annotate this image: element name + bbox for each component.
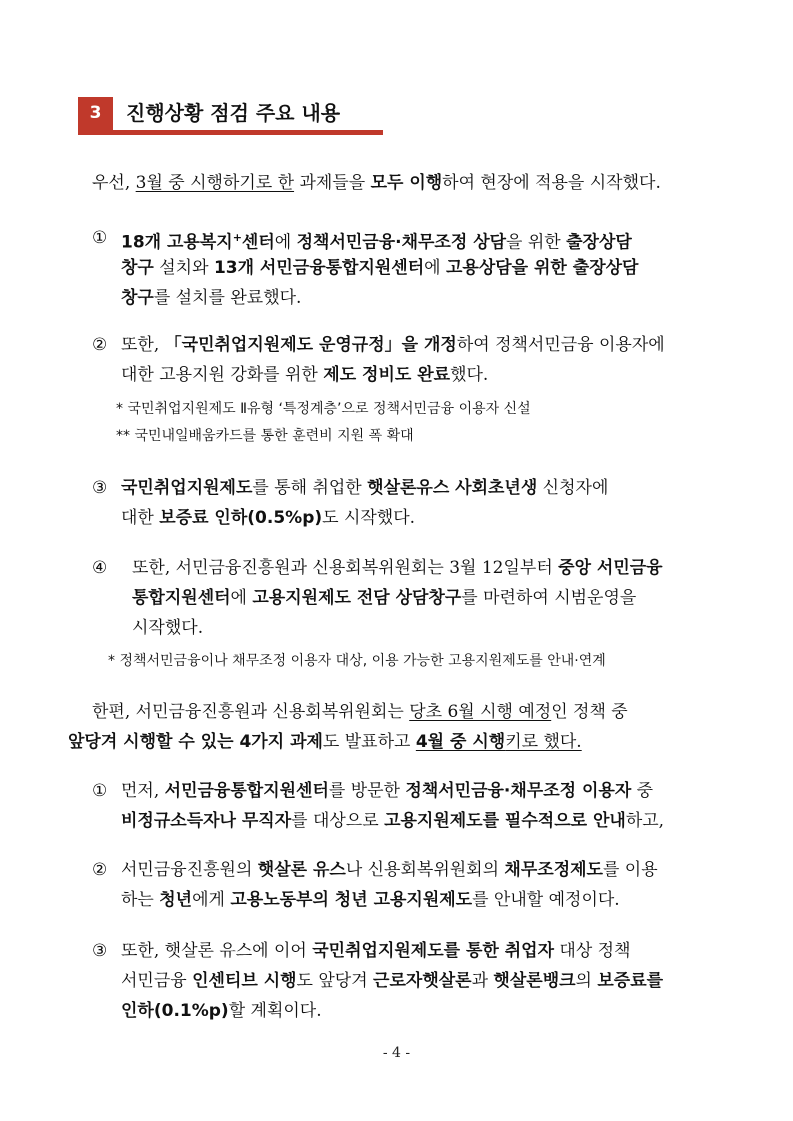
list-item-3 xyxy=(92,473,732,533)
item-line: 시작했다. xyxy=(132,618,204,638)
item-marker: ① xyxy=(92,781,108,801)
meanwhile-line-1: 한편, 서민금융진흥원과 신용회복위원회는 당초 6월 시행 예정인 정책 중 xyxy=(92,702,628,722)
item-marker: ② xyxy=(92,335,108,355)
item-line: 대한 고용지원 강화를 위한 제도 정비도 완료했다. xyxy=(121,365,489,385)
item-line: 하는 청년에게 고용노동부의 청년 고용지원제도를 안내할 예정이다. xyxy=(121,890,620,910)
item-line: 창구를 설치를 완료했다. xyxy=(121,288,302,308)
item-marker: ① xyxy=(92,228,108,248)
list-item-1 xyxy=(92,223,732,313)
item-marker: ③ xyxy=(92,478,108,498)
section-title: 진행상황 점검 주요 내용 xyxy=(126,101,341,125)
item-line: 비정규소득자나 무직자를 대상으로 고용지원제도를 필수적으로 안내하고, xyxy=(121,811,665,831)
intro-paragraph: 우선, 3월 중 시행하기로 한 과제들을 모두 이행하여 현장에 적용을 시작했다. xyxy=(92,173,661,193)
item-line: 통합지원센터에 고용지원제도 전담 상담창구를 마련하여 시범운영을 xyxy=(132,588,637,608)
item-line: 대한 보증료 인하(0.5%p)도 시작했다. xyxy=(121,508,416,528)
item-marker: ④ xyxy=(92,558,108,578)
list-item-5 xyxy=(92,776,732,836)
item-marker: ③ xyxy=(92,941,108,961)
list-item-4 xyxy=(92,553,732,643)
footnote: ** 국민내일배움카드를 통한 훈련비 지원 폭 확대 xyxy=(116,428,414,444)
item-marker: ② xyxy=(92,860,108,880)
page-number: - 4 - xyxy=(382,1045,411,1061)
item-line: 18개 고용복지+센터에 정책서민금융·채무조정 상담을 위한 출장상담 xyxy=(121,231,632,253)
list-item-6 xyxy=(92,855,732,915)
item-line: 창구 설치와 13개 서민금융통합지원센터에 고용상담을 위한 출장상담 xyxy=(121,258,639,278)
footnote: * 정책서민금융이나 채무조정 이용자 대상, 이용 가능한 고용지원제도를 안내·연계 xyxy=(108,653,606,669)
section-underline xyxy=(78,130,383,135)
item-line: 또한, 서민금융진흥원과 신용회복위원회는 3월 12일부터 중앙 서민금융 xyxy=(132,558,663,578)
list-item-2 xyxy=(92,330,732,390)
item-line: 인하(0.1%p)할 계획이다. xyxy=(121,1001,322,1021)
list-item-7 xyxy=(92,936,732,1026)
meanwhile-line-2: 앞당겨 시행할 수 있는 4가지 과제도 발표하고 4월 중 시행키로 했다. xyxy=(68,732,582,752)
footnote: * 국민취업지원제도 Ⅱ유형 ‘특정계층’으로 정책서민금융 이용자 신설 xyxy=(116,401,531,417)
item-line: 서민금융진흥원의 햇살론 유스나 신용회복위원회의 채무조정제도를 이용 xyxy=(121,860,658,880)
item-line: 서민금융 인센티브 시행도 앞당겨 근로자햇살론과 햇살론뱅크의 보증료를 xyxy=(121,971,664,991)
item-line: 또한, 햇살론 유스에 이어 국민취업지원제도를 통한 취업자 대상 정책 xyxy=(121,941,631,961)
section-header xyxy=(78,95,383,135)
item-line: 국민취업지원제도를 통해 취업한 햇살론유스 사회초년생 신청자에 xyxy=(121,478,609,498)
item-line: 먼저, 서민금융통합지원센터를 방문한 정책서민금융·채무조정 이용자 중 xyxy=(121,781,654,801)
item-line: 또한, 「국민취업지원제도 운영규정」을 개정하여 정책서민금융 이용자에 xyxy=(121,335,665,355)
section-number: 3 xyxy=(78,97,113,130)
